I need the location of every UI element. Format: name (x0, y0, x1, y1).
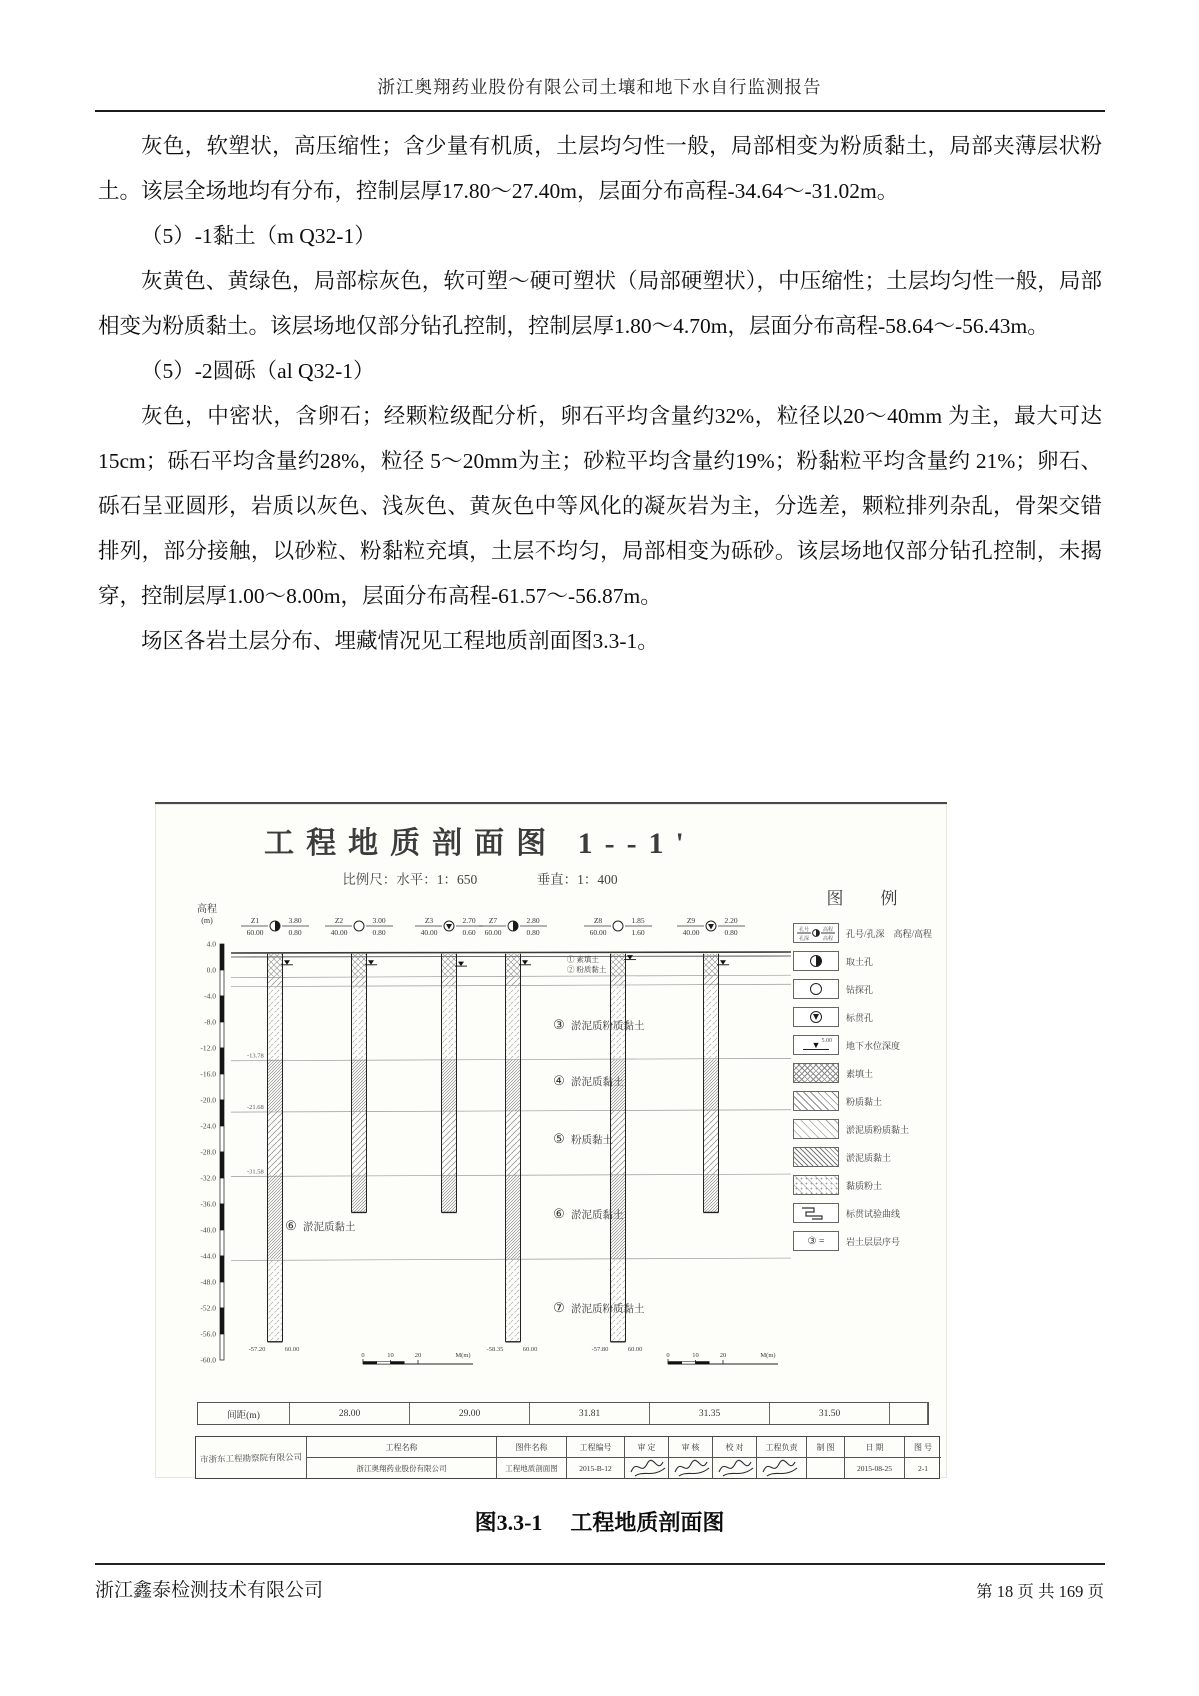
paragraph: （5）-1黏土（m Q32-1） (141, 224, 376, 248)
titleblock-value: 浙江奥翔药业股份有限公司 (306, 1457, 496, 1478)
layer-num-icon: ③ = (793, 1231, 839, 1251)
svg-text:(m): (m) (201, 916, 213, 925)
titleblock-value: 2015-08-25 (844, 1457, 904, 1478)
svg-text:Z7: Z7 (488, 916, 498, 925)
svg-text:3.00: 3.00 (372, 916, 386, 925)
legend-item-label: 孔号/孔深 高程/高程 (846, 928, 933, 939)
svg-text:60.00: 60.00 (627, 1345, 643, 1353)
legend-item (793, 1087, 941, 1115)
legend-item-label: 岩土层层序号 (846, 1236, 901, 1247)
titleblock-header: 审 定 (624, 1437, 668, 1457)
legend-item (793, 1003, 941, 1031)
svg-text:高程: 高程 (822, 937, 834, 942)
titleblock-value (806, 1457, 844, 1478)
titleblock-value: 工程地质剖面图 (496, 1457, 566, 1478)
svg-text:Z9: Z9 (686, 916, 696, 925)
svg-text:0.80: 0.80 (526, 928, 540, 937)
svg-text:0: 0 (361, 1352, 365, 1359)
page-header-title: 浙江奥翔药业股份有限公司土壤和地下水自行监测报告 (377, 77, 822, 97)
svg-text:0.80: 0.80 (724, 928, 738, 937)
spacing-cell: 31.50 (770, 1403, 890, 1424)
legend-item (793, 1227, 941, 1255)
svg-text:2.20: 2.20 (724, 916, 738, 925)
titleblock-value (712, 1457, 756, 1478)
svg-text:-4.0: -4.0 (204, 991, 216, 1001)
figure-title: 工程地质剖面图 1--1' (264, 827, 696, 860)
legend-item-label: 取土孔 (846, 956, 874, 967)
svg-text:Z2: Z2 (334, 916, 344, 925)
legend-item (793, 1171, 941, 1199)
svg-text:60.00: 60.00 (589, 928, 607, 937)
svg-text:Z3: Z3 (424, 916, 434, 925)
svg-text:10: 10 (387, 1352, 394, 1359)
legend-item (793, 1031, 941, 1059)
legend (793, 884, 941, 1255)
figure-caption-number: 图3.3-1 (474, 1510, 543, 1535)
legend-item (793, 919, 941, 947)
svg-text:-36.0: -36.0 (200, 1199, 216, 1209)
spacing-cell: 31.81 (530, 1403, 650, 1424)
svg-text:60.00: 60.00 (522, 1345, 538, 1353)
paragraph: 灰色，软塑状，高压缩性；含少量有机质，土层均匀性一般，局部相变为粉质黏土，局部夹薄层状粉土。该层全场地均有分布，控制层厚17.80～27.40m，层面分布高程-34.64～-31.02m。 (98, 134, 1102, 203)
svg-text:0.60: 0.60 (462, 928, 476, 937)
title-block (195, 1436, 940, 1479)
signature-scribble (715, 1457, 756, 1478)
titleblock-header: 图件名称 (496, 1437, 566, 1457)
svg-text:-56.0: -56.0 (200, 1329, 216, 1339)
legend-items (793, 919, 941, 1255)
paragraph: 场区各岩土层分布、埋藏情况见工程地质剖面图3.3-1。 (141, 629, 659, 653)
svg-text:⑥: ⑥ (285, 1218, 297, 1233)
svg-text:-32.0: -32.0 (200, 1173, 216, 1183)
legend-item (793, 1143, 941, 1171)
svg-text:孔深: 孔深 (798, 937, 810, 942)
svg-text:20: 20 (719, 1352, 727, 1359)
spacing-table (197, 1402, 929, 1425)
legend-item-label: 黏质粉土 (846, 1180, 883, 1191)
legend-item (793, 1115, 941, 1143)
svg-text:0.80: 0.80 (288, 928, 302, 937)
svg-text:淤泥质粉质黏土: 淤泥质粉质黏土 (571, 1304, 645, 1315)
svg-text:2.80: 2.80 (526, 916, 540, 925)
titleblock-header: 日 期 (844, 1437, 904, 1457)
svg-text:-57.20: -57.20 (248, 1345, 266, 1353)
svg-text:④: ④ (553, 1073, 565, 1088)
svg-text:-44.0: -44.0 (200, 1251, 216, 1261)
svg-text:-57.80: -57.80 (591, 1345, 609, 1353)
scale-horizontal: 比例尺：水平：1：650 (342, 872, 478, 887)
titleblock-value (756, 1457, 806, 1478)
svg-text:-60.0: -60.0 (200, 1355, 216, 1365)
titleblock-header: 工程编号 (566, 1437, 624, 1457)
footer-company: 浙江鑫泰检测技术有限公司 (95, 1580, 324, 1601)
spacing-cell: 29.00 (410, 1403, 530, 1424)
svg-text:0: 0 (666, 1352, 670, 1359)
spacing-cell: 28.00 (290, 1403, 410, 1424)
spacing-cell: 间距(m) (198, 1403, 290, 1424)
svg-text:M(m): M(m) (455, 1352, 471, 1359)
water-icon: 5.00 ▼ (793, 1035, 839, 1055)
paragraph: （5）-2圆砾（al Q32-1） (141, 359, 375, 383)
footer-page-info: 第 18 页 共 169 页 (976, 1582, 1104, 1601)
figure-caption-text: 工程地质剖面图 (570, 1510, 725, 1535)
header-rule (95, 110, 1105, 112)
svg-text:-52.0: -52.0 (200, 1303, 216, 1313)
svg-text:② 粉质黏土: ② 粉质黏土 (567, 965, 607, 974)
titleblock-header: 工程名称 (306, 1437, 496, 1457)
svg-text:40.00: 40.00 (682, 928, 700, 937)
scale-vertical: 垂直：1：400 (536, 872, 618, 887)
svg-text:60.00: 60.00 (284, 1345, 300, 1353)
svg-text:高程: 高程 (822, 928, 834, 933)
svg-text:10: 10 (692, 1352, 699, 1359)
svg-text:⑥: ⑥ (553, 1206, 565, 1221)
svg-text:Z1: Z1 (250, 916, 260, 925)
legend-item (793, 947, 941, 975)
svg-text:③: ③ (553, 1017, 565, 1032)
svg-text:4.0: 4.0 (206, 939, 216, 949)
svg-text:-16.0: -16.0 (200, 1069, 216, 1079)
legend-item-label: 淤泥质黏土 (846, 1152, 892, 1163)
svg-text:-24.0: -24.0 (200, 1121, 216, 1131)
signature-scribble (627, 1457, 668, 1478)
titleblock-value (668, 1457, 712, 1478)
legend-title: 图 例 (826, 889, 908, 908)
svg-text:-20.0: -20.0 (200, 1095, 216, 1105)
svg-text:-13.78: -13.78 (247, 1052, 264, 1060)
legend-item-label: 地下水位深度 (846, 1040, 901, 1051)
svg-text:2.70: 2.70 (462, 916, 476, 925)
svg-text:粉质黏土: 粉质黏土 (571, 1135, 613, 1146)
svg-text:淤泥质粉质黏土: 淤泥质粉质黏土 (571, 1021, 645, 1032)
svg-text:0.0: 0.0 (206, 965, 216, 975)
svg-text:-48.0: -48.0 (200, 1277, 216, 1287)
spacing-cell: 31.35 (650, 1403, 770, 1424)
paragraph: 灰黄色、黄绿色，局部棕灰色，软可塑～硬可塑状（局部硬塑状），中压缩性；土层均匀性一般，局部相变为粉质黏土。该层场地仅部分钻孔控制，控制层厚1.80～4.70m，层面分布高程-58.64～-56.43m。 (98, 269, 1102, 338)
svg-text:淤泥质黏土: 淤泥质黏土 (571, 1077, 624, 1088)
titleblock-value: 2-1 (904, 1457, 941, 1478)
legend-item-label: 淤泥质粉质黏土 (846, 1124, 910, 1135)
legend-item-label: 粉质黏土 (846, 1096, 883, 1107)
titleblock-company: 市浙东工程勘察院有限公司 (199, 1451, 303, 1464)
svg-text:1.60: 1.60 (631, 928, 645, 937)
svg-text:⑦: ⑦ (553, 1300, 565, 1315)
legend-item-label: 标贯试验曲线 (846, 1208, 901, 1219)
titleblock-value: 2015-B-12 (566, 1457, 624, 1478)
spacing-cell (890, 1403, 928, 1424)
figure-scale (155, 868, 805, 888)
svg-text:-8.0: -8.0 (204, 1017, 216, 1027)
svg-text:孔号: 孔号 (798, 928, 810, 933)
svg-text:-21.68: -21.68 (247, 1103, 264, 1111)
titleblock-value (624, 1457, 668, 1478)
legend-item-label: 素填土 (846, 1068, 874, 1079)
footer-rule (95, 1563, 1105, 1565)
svg-text:60.00: 60.00 (484, 928, 502, 937)
titleblock-header: 制 图 (806, 1437, 844, 1457)
legend-item-label: 钻探孔 (846, 984, 874, 995)
svg-text:40.00: 40.00 (420, 928, 438, 937)
svg-text:3.80: 3.80 (288, 916, 302, 925)
svg-text:淤泥质黏土: 淤泥质黏土 (303, 1222, 356, 1233)
svg-text:0.80: 0.80 (372, 928, 386, 937)
svg-text:高程: 高程 (197, 904, 217, 915)
svg-text:淤泥质黏土: 淤泥质黏土 (571, 1210, 624, 1221)
svg-text:20: 20 (414, 1352, 422, 1359)
svg-text:① 素填土: ① 素填土 (567, 955, 599, 964)
legend-item (793, 1199, 941, 1227)
legend-item (793, 1059, 941, 1087)
legend-item-label: 标贯孔 (846, 1012, 874, 1023)
svg-text:40.00: 40.00 (330, 928, 348, 937)
svg-text:⑤: ⑤ (553, 1131, 565, 1146)
legend-item (793, 975, 941, 1003)
svg-text:-31.58: -31.58 (247, 1168, 264, 1176)
svg-text:-40.0: -40.0 (200, 1225, 216, 1235)
body-text (98, 124, 1102, 664)
svg-text:-58.35: -58.35 (486, 1345, 504, 1353)
titleblock-header: 审 核 (668, 1437, 712, 1457)
geological-section-figure (155, 802, 947, 1478)
signature-scribble (671, 1457, 712, 1478)
svg-text:M(m): M(m) (760, 1352, 776, 1359)
paragraph: 灰色，中密状，含卵石；经颗粒级配分析，卵石平均含量约32%，粒径以20～40mm 为主，最大可达15cm；砾石平均含量约28%，粒径 5～20mm为主；砂粒平均含量约19%；粉黏粒平均含量约 21%；卵石、砾石呈亚圆形，岩质以灰色、浅灰色、黄灰色中等风化的凝灰岩为主，分选差，颗粒排列杂乱，骨架交错排列，部分接触，以砂粒、粉黏粒充填，土层不均匀，局部相变为砾砂。该层场地仅部分钻孔控制，未揭穿，控制层厚1.00～8.00m，层面分布高程-61.57～-56.87m。 (98, 404, 1102, 608)
svg-text:-12.0: -12.0 (200, 1043, 216, 1053)
svg-text:-28.0: -28.0 (200, 1147, 216, 1157)
svg-text:60.00: 60.00 (246, 928, 264, 937)
svg-text:1.85: 1.85 (631, 916, 645, 925)
svg-text:Z8: Z8 (593, 916, 603, 925)
titleblock-header: 校 对 (712, 1437, 756, 1457)
geological-section-plot (163, 896, 813, 1396)
figure-caption (0, 1506, 1199, 1537)
titleblock-header: 工程负责 (756, 1437, 806, 1457)
titleblock-header: 图 号 (904, 1437, 941, 1457)
signature-scribble (759, 1457, 803, 1478)
